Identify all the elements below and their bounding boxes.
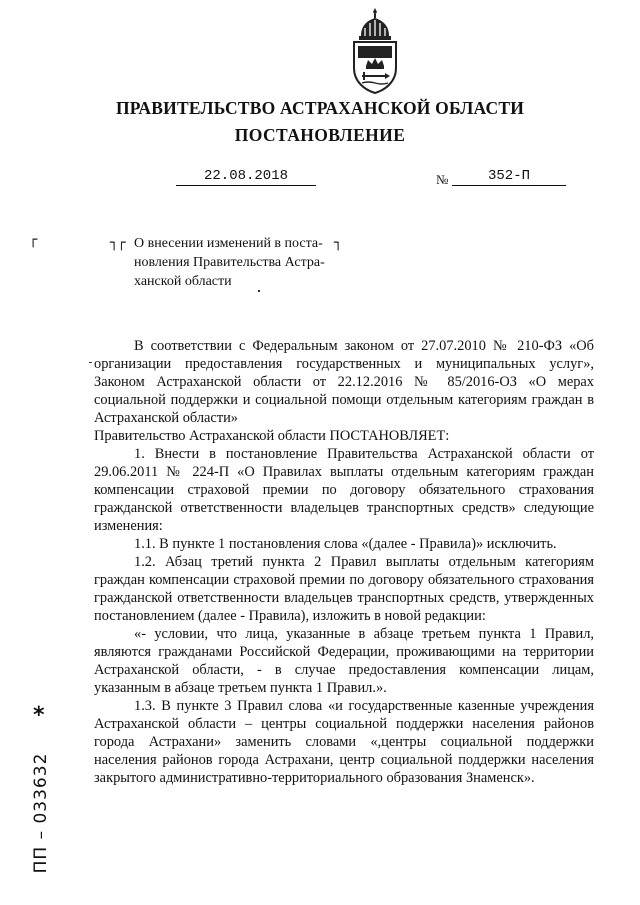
number-sign: № — [436, 172, 449, 187]
preamble-paragraph: В соответствии с Федеральным законом от 27.07.2010 № 210-ФЗ «Об организации предоставления государственных и муниципальных услуг», Законом Астраханской области от 22.12.2016 № 85/2016-ОЗ «О мерах социальной поддержки и социальной помощи отдельным категориям граждан в Астраханской области» — [94, 338, 594, 426]
clause-1-2-quote-paragraph: «- условии, что лица, указанные в абзаце третьем пункта 1 Правил, являются гражданами Российской Федерации, проживающими на территории Астраханской области, - в случае предоставления компенсации лицам, указанным в абзаце третьем пункта 1 Правил.». — [94, 626, 594, 696]
document-subject — [134, 234, 348, 291]
subject-line: О внесении изменений в поста- — [134, 236, 323, 251]
form-serial-block — [30, 703, 60, 888]
clause-1-2-paragraph: 1.2. Абзац третий пункта 2 Правил выплаты отдельным категориям граждан компенсации страховой премии по договору обязательного страхования гражданской ответственности владельцев транспортных средств, утвержденных постановлением (далее - Правила), изложить в новой редакции: — [94, 554, 594, 624]
serial-code: ПП – 033632 — [31, 752, 51, 874]
scan-speck — [258, 290, 260, 292]
document-type: ПОСТАНОВЛЕНИЕ — [234, 125, 406, 145]
scan-speck — [89, 362, 92, 363]
resolves-paragraph: Правительство Астраханской области ПОСТАНОВЛЯЕТ: — [94, 428, 450, 444]
coat-of-arms-icon — [349, 6, 401, 94]
serial-star: * — [33, 703, 45, 728]
corner-mark-icon: ┌ — [29, 232, 38, 248]
clause-1-paragraph: 1. Внести в постановление Правительства Астраханской области от 29.06.2011 № 224-П «О Правилах выплаты отдельным категориям граждан компенсации страховой премии по договору обязательного страхования гражданской ответственности владельцев транспортных средств» следующие изменения: — [94, 446, 594, 534]
document-number: 352-П — [452, 168, 566, 186]
document-body — [94, 337, 594, 787]
corner-mark-icon: ┐ — [334, 235, 343, 251]
document-date: 22.08.2018 — [176, 168, 316, 186]
clause-1-1-paragraph: 1.1. В пункте 1 постановления слова «(далее - Правила)» исключить. — [134, 536, 557, 552]
subject-line: новления Правительства Астра- — [134, 255, 325, 270]
clause-1-3-paragraph: 1.3. В пункте 3 Правил слова «и государственные казенные учреждения Астраханской области – центры социальной поддержки населения районов города Астрахани» заменить словами «,центры социальной поддержки населения районов города Астрахани, центр социальной поддержки населения закрытого административно-территориального образования Знаменск». — [94, 698, 594, 786]
organization-name: ПРАВИТЕЛЬСТВО АСТРАХАНСКОЙ ОБЛАСТИ — [115, 98, 525, 118]
subject-line: ханской области — [134, 274, 232, 289]
bracket-mark-icon: ┐┌ — [110, 235, 125, 251]
